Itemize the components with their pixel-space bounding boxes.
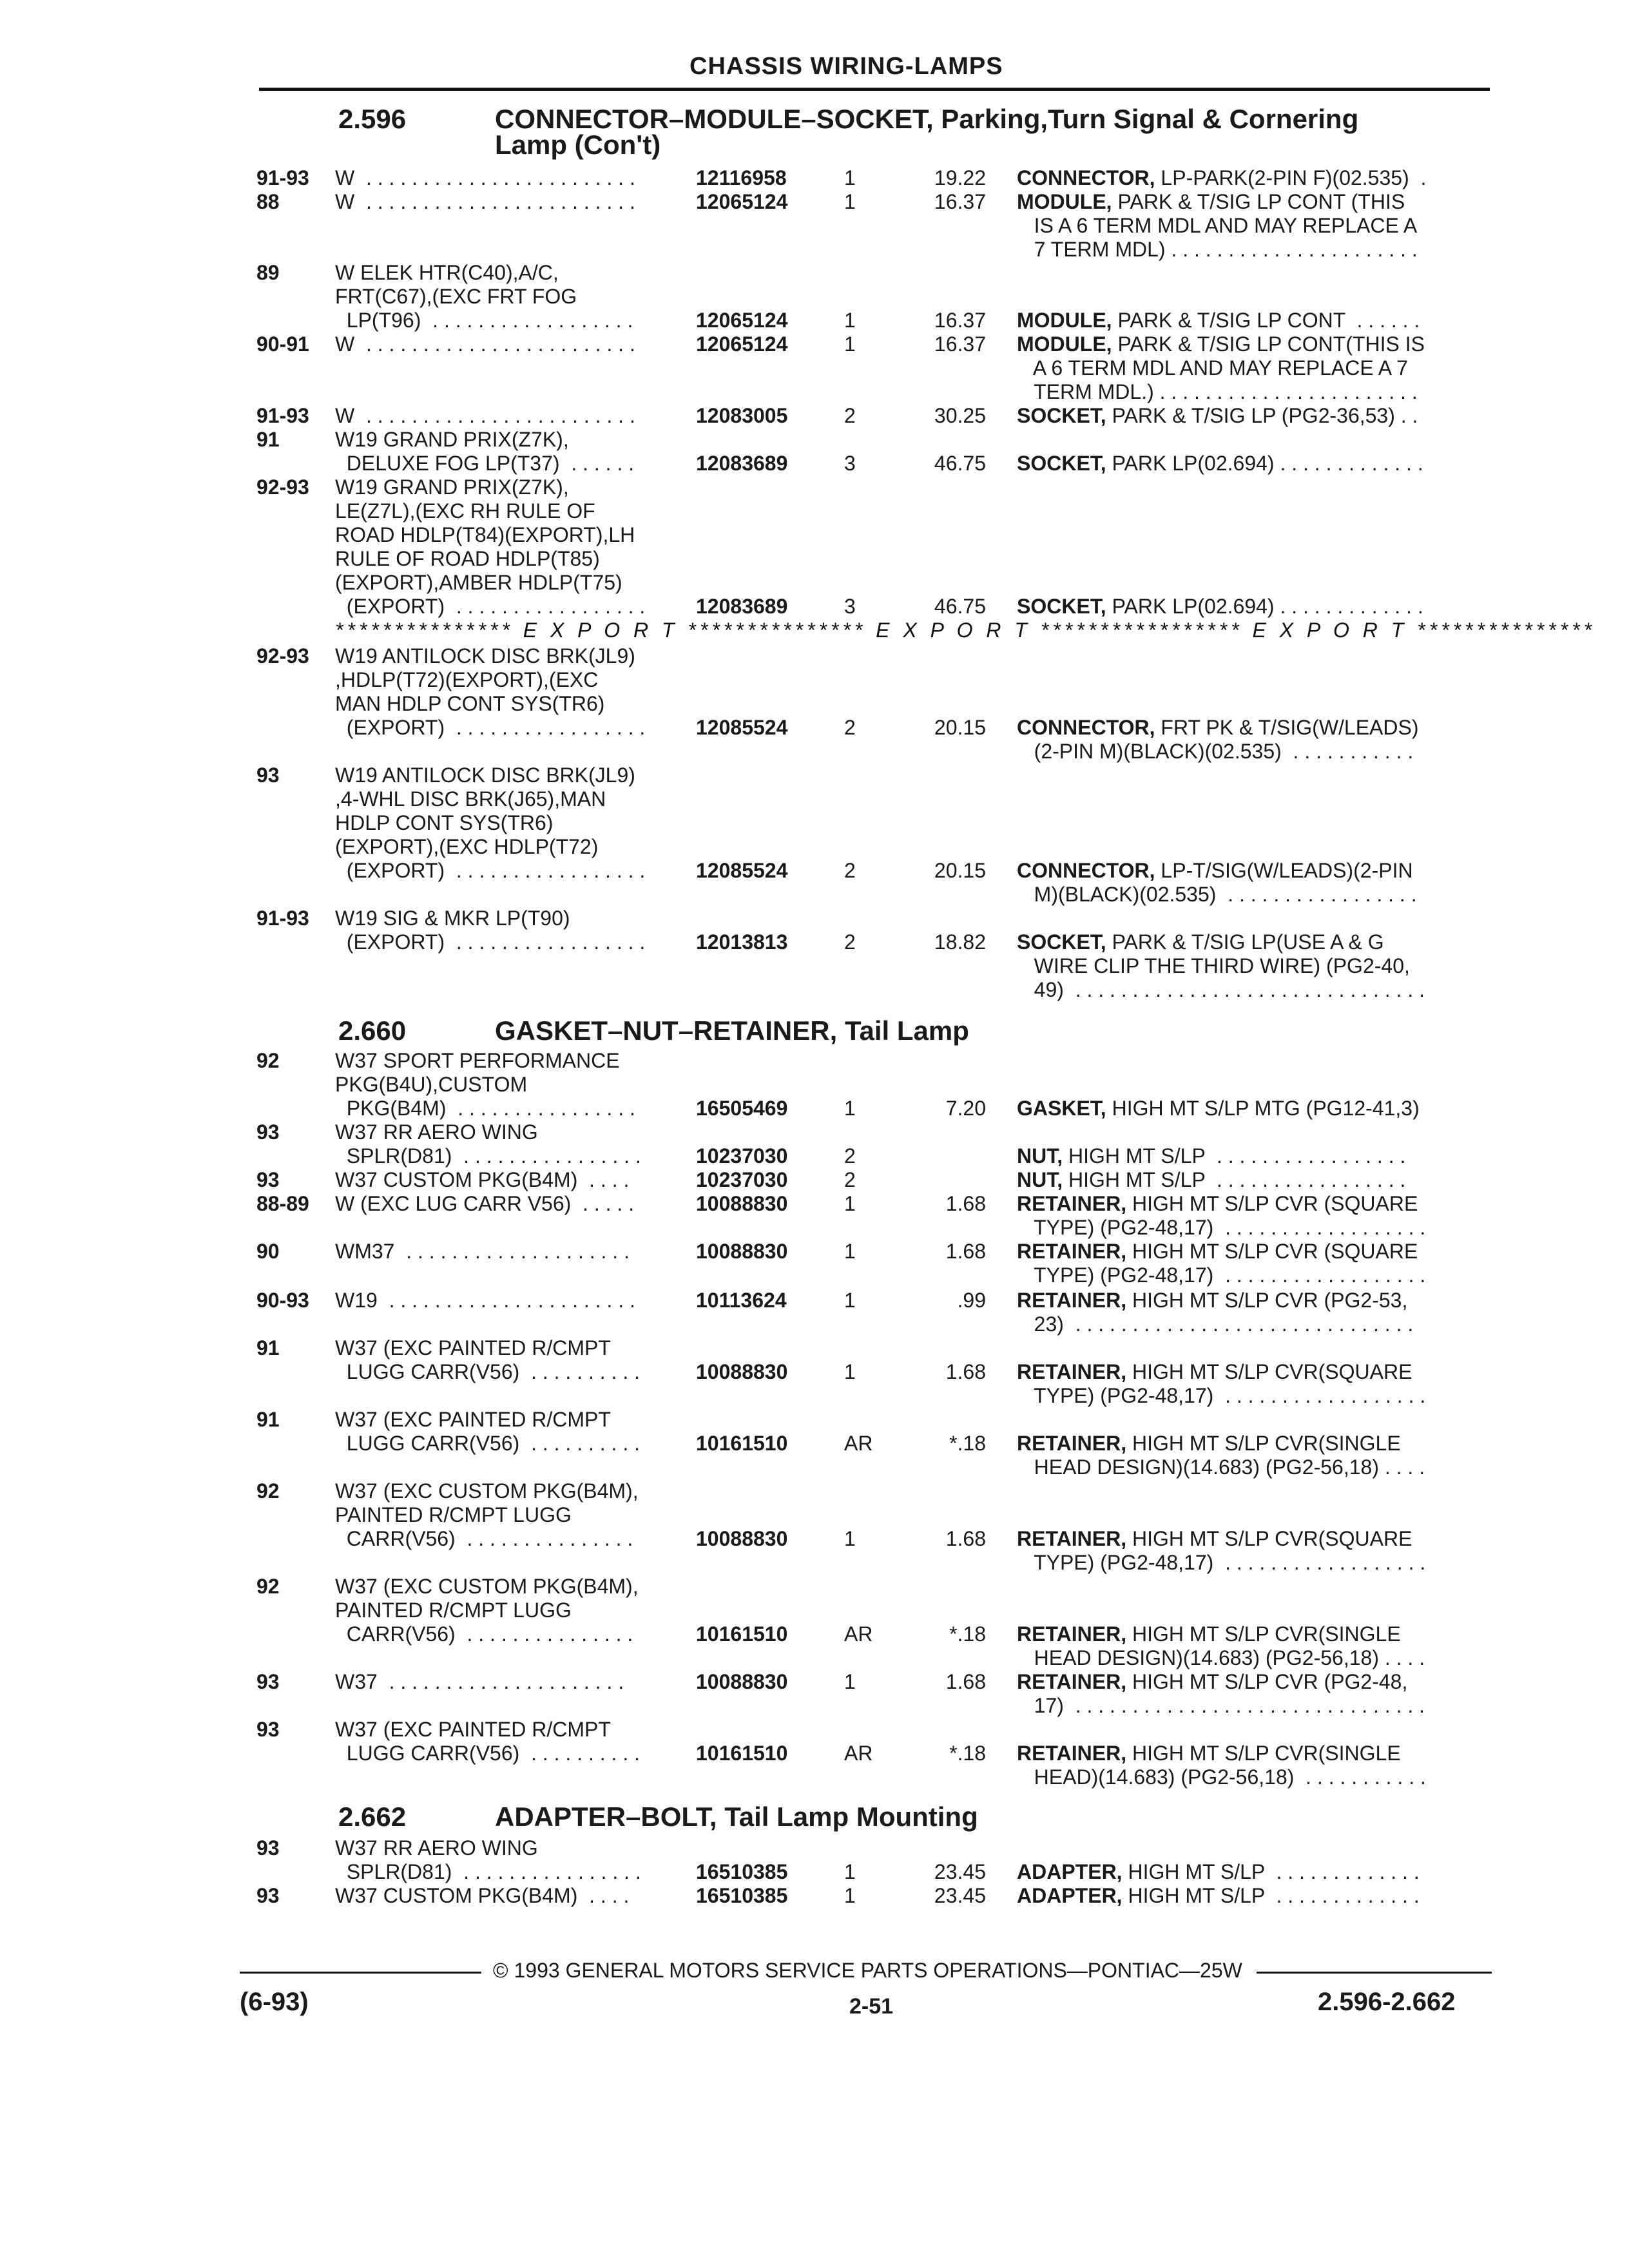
model-year: 92-93 bbox=[256, 644, 309, 668]
model-year: 93 bbox=[256, 1670, 280, 1693]
model-year: 88-89 bbox=[256, 1192, 309, 1215]
footer-rule-right bbox=[1257, 1972, 1492, 1974]
part-number: 10113624 bbox=[696, 1289, 787, 1312]
price: 23.45 bbox=[934, 1884, 986, 1907]
application: W37 (EXC PAINTED R/CMPT LUGG CARR(V56) . . . . . . . . . . bbox=[335, 1336, 640, 1383]
description-text: PARK LP(02.694) . . . . . . . . . . . . . bbox=[1106, 595, 1423, 618]
application: WM37 . . . . . . . . . . . . . . . . . . . . bbox=[335, 1240, 630, 1263]
price: 20.15 bbox=[934, 716, 986, 739]
price: 7.20 bbox=[945, 1097, 986, 1120]
description-name: RETAINER, bbox=[1017, 1240, 1127, 1263]
model-year: 92 bbox=[256, 1479, 280, 1503]
application: W37 SPORT PERFORMANCE PKG(B4U),CUSTOM PKG(B4M) . . . . . . . . . . . . . . . . bbox=[335, 1049, 635, 1120]
model-year: 93 bbox=[256, 1836, 280, 1860]
application: W (EXC LUG CARR V56) . . . . . bbox=[335, 1192, 635, 1215]
description bbox=[1017, 1097, 1420, 1120]
description-name: MODULE, bbox=[1017, 190, 1112, 213]
application: W19 ANTILOCK DISC BRK(JL9) ,4-WHL DISC BRK(J65),MAN HDLP CONT SYS(TR6) (EXPORT),(EXC HDLP(T72) (EXPORT) . . . . . . . . . . . . . . . . . bbox=[335, 764, 646, 882]
description-text: HIGH MT S/LP CVR(SINGLE HEAD DESIGN)(14.683) (PG2-56,18) . . . . bbox=[1034, 1622, 1425, 1669]
description bbox=[1017, 190, 1418, 262]
description-text: HIGH MT S/LP . . . . . . . . . . . . . . . . . bbox=[1063, 1168, 1406, 1191]
part-number: 10237030 bbox=[696, 1168, 788, 1191]
export-banner: *************** E X P O R T *************** E X P O R T ***************** E X P O R T *************** bbox=[335, 619, 1595, 642]
model-year: 93 bbox=[256, 1718, 280, 1741]
description-name: RETAINER, bbox=[1017, 1670, 1127, 1693]
part-number: 10088830 bbox=[696, 1360, 788, 1383]
quantity: 1 bbox=[844, 1860, 856, 1883]
description-name: GASKET, bbox=[1017, 1097, 1106, 1120]
description-name: RETAINER, bbox=[1017, 1289, 1127, 1312]
section-number: 2.662 bbox=[338, 1802, 407, 1832]
description-name: NUT, bbox=[1017, 1144, 1063, 1168]
description-text: HIGH MT S/LP . . . . . . . . . . . . . . . . . bbox=[1063, 1144, 1406, 1168]
model-year: 91 bbox=[256, 1408, 280, 1431]
description-text: PARK LP(02.694) . . . . . . . . . . . . . bbox=[1106, 452, 1423, 475]
description-name: RETAINER, bbox=[1017, 1527, 1127, 1550]
application: W37 RR AERO WING SPLR(D81) . . . . . . . . . . . . . . . . bbox=[335, 1120, 641, 1168]
part-number: 10088830 bbox=[696, 1192, 788, 1215]
quantity: 2 bbox=[844, 1168, 856, 1191]
price: .99 bbox=[957, 1289, 986, 1312]
part-number: 12083689 bbox=[696, 452, 788, 475]
price: 1.68 bbox=[945, 1192, 986, 1215]
model-year: 90-91 bbox=[256, 332, 309, 356]
price: 1.68 bbox=[945, 1240, 986, 1263]
section-header-2596 bbox=[338, 106, 1563, 164]
description-text: PARK & T/SIG LP CONT(THIS IS A 6 TERM MDL AND MAY REPLACE A 7 TERM MDL.) . . . . . . . . . . . . . . . . . . . . . . . bbox=[1032, 332, 1425, 403]
price: 46.75 bbox=[934, 452, 986, 475]
description bbox=[1017, 1884, 1420, 1908]
description-text: HIGH MT S/LP CVR(SINGLE HEAD)(14.683) (PG2-56,18) . . . . . . . . . . . bbox=[1034, 1742, 1426, 1789]
application: W37 (EXC CUSTOM PKG(B4M), PAINTED R/CMPT LUGG CARR(V56) . . . . . . . . . . . . . . . bbox=[335, 1479, 639, 1550]
description-name: RETAINER, bbox=[1017, 1742, 1127, 1765]
price: 16.37 bbox=[934, 332, 986, 356]
quantity: 1 bbox=[844, 1289, 856, 1312]
quantity: 3 bbox=[844, 595, 856, 618]
quantity: 2 bbox=[844, 404, 856, 427]
application: W37 (EXC CUSTOM PKG(B4M), PAINTED R/CMPT LUGG CARR(V56) . . . . . . . . . . . . . . . bbox=[335, 1575, 639, 1646]
section-header-2660 bbox=[338, 1015, 1563, 1047]
section-title: ADAPTER–BOLT, Tail Lamp Mounting bbox=[495, 1802, 978, 1832]
part-number: 12065124 bbox=[696, 309, 788, 332]
model-year: 91-93 bbox=[256, 404, 309, 427]
section-header-2662 bbox=[338, 1804, 1563, 1833]
application: W . . . . . . . . . . . . . . . . . . . . . . . . bbox=[335, 190, 635, 213]
model-year: 92 bbox=[256, 1575, 280, 1598]
part-number: 10237030 bbox=[696, 1144, 788, 1168]
price: 20.15 bbox=[934, 859, 986, 882]
quantity: AR bbox=[844, 1432, 873, 1455]
part-number: 10161510 bbox=[696, 1432, 788, 1455]
description-text: HIGH MT S/LP CVR(SINGLE HEAD DESIGN)(14.683) (PG2-56,18) . . . . bbox=[1034, 1432, 1425, 1479]
price: 16.37 bbox=[934, 190, 986, 213]
section-title: GASKET–NUT–RETAINER, Tail Lamp bbox=[495, 1015, 969, 1046]
description bbox=[1017, 595, 1423, 619]
application: W37 . . . . . . . . . . . . . . . . . . . . . bbox=[335, 1670, 624, 1693]
page-title: CHASSIS WIRING-LAMPS bbox=[689, 53, 1003, 80]
description bbox=[1017, 1289, 1413, 1336]
description bbox=[1017, 1527, 1425, 1575]
description-name: MODULE, bbox=[1017, 332, 1112, 356]
part-number: 12065124 bbox=[696, 190, 788, 213]
application: W19 GRAND PRIX(Z7K), LE(Z7L),(EXC RH RULE OF ROAD HDLP(T84)(EXPORT),LH RULE OF ROAD HDLP(T85) (EXPORT),AMBER HDLP(T75) (EXPORT) . . . . . . . . . . . . . . . . . bbox=[335, 476, 646, 618]
description-name: MODULE, bbox=[1017, 309, 1112, 332]
description-text: LP-PARK(2-PIN F)(02.535) . bbox=[1155, 166, 1427, 189]
application: W19 GRAND PRIX(Z7K), DELUXE FOG LP(T37) . . . . . . bbox=[335, 428, 635, 475]
model-year: 91-93 bbox=[256, 166, 309, 189]
description bbox=[1017, 404, 1418, 428]
model-year: 92-93 bbox=[256, 476, 309, 499]
description-text: HIGH MT S/LP MTG (PG12-41,3) bbox=[1106, 1097, 1420, 1120]
section-number: 2.660 bbox=[338, 1015, 407, 1046]
page-number: 2-51 bbox=[849, 1994, 894, 2019]
price: *.18 bbox=[949, 1742, 986, 1765]
description bbox=[1017, 1432, 1425, 1479]
part-number: 12065124 bbox=[696, 332, 788, 356]
description-text: HIGH MT S/LP CVR (SQUARE TYPE) (PG2-48,17) . . . . . . . . . . . . . . . . . . bbox=[1034, 1192, 1426, 1239]
quantity: 1 bbox=[844, 1360, 856, 1383]
application: W19 . . . . . . . . . . . . . . . . . . . . . . bbox=[335, 1289, 635, 1312]
footer-rule-left bbox=[240, 1972, 481, 1974]
price: 23.45 bbox=[934, 1860, 986, 1883]
section-range: 2.596-2.662 bbox=[1318, 1988, 1456, 2016]
description bbox=[1017, 452, 1423, 476]
part-number: 12085524 bbox=[696, 859, 788, 882]
part-number: 12013813 bbox=[696, 930, 788, 954]
description bbox=[1017, 1860, 1420, 1884]
quantity: 1 bbox=[844, 1670, 856, 1693]
part-number: 10161510 bbox=[696, 1622, 788, 1646]
quantity: 3 bbox=[844, 452, 856, 475]
description bbox=[1017, 1742, 1426, 1789]
description-name: CONNECTOR, bbox=[1017, 859, 1155, 882]
quantity: 1 bbox=[844, 1192, 856, 1215]
part-number: 10161510 bbox=[696, 1742, 788, 1765]
application: W . . . . . . . . . . . . . . . . . . . . . . . . bbox=[335, 404, 635, 427]
description-text: HIGH MT S/LP CVR (SQUARE TYPE) (PG2-48,17) . . . . . . . . . . . . . . . . . . bbox=[1034, 1240, 1426, 1287]
quantity: 2 bbox=[844, 859, 856, 882]
description bbox=[1017, 859, 1417, 907]
description-text: HIGH MT S/LP CVR(SQUARE TYPE) (PG2-48,17) . . . . . . . . . . . . . . . . . . bbox=[1034, 1527, 1426, 1574]
quantity: 1 bbox=[844, 309, 856, 332]
part-number: 16510385 bbox=[696, 1860, 788, 1883]
section-title: CONNECTOR–MODULE–SOCKET, Parking,Turn Signal & Cornering bbox=[495, 104, 1359, 134]
model-year: 93 bbox=[256, 764, 280, 787]
application: W19 SIG & MKR LP(T90) (EXPORT) . . . . . . . . . . . . . . . . . bbox=[335, 907, 646, 954]
application: W37 CUSTOM PKG(B4M) . . . . bbox=[335, 1168, 630, 1191]
quantity: 1 bbox=[844, 190, 856, 213]
description-name: SOCKET, bbox=[1017, 595, 1106, 618]
description bbox=[1017, 166, 1426, 190]
description bbox=[1017, 1360, 1425, 1408]
description-name: RETAINER, bbox=[1017, 1192, 1127, 1215]
description-text: LP-T/SIG(W/LEADS)(2-PIN M)(BLACK)(02.535) . . . . . . . . . . . . . . . . . bbox=[1034, 859, 1417, 906]
description-text: HIGH MT S/LP . . . . . . . . . . . . . bbox=[1122, 1884, 1420, 1907]
header-rule bbox=[259, 88, 1490, 91]
description bbox=[1017, 309, 1420, 332]
part-number: 12083689 bbox=[696, 595, 788, 618]
price: 1.68 bbox=[945, 1360, 986, 1383]
description bbox=[1017, 716, 1419, 764]
description-name: CONNECTOR, bbox=[1017, 166, 1155, 189]
description-name: RETAINER, bbox=[1017, 1432, 1127, 1455]
description-text: PARK & T/SIG LP(USE A & G WIRE CLIP THE THIRD WIRE) (PG2-40, 49) . . . . . . . . . . . . . . . . . . . . . . . . . . . . . . . bbox=[1034, 930, 1425, 1001]
model-year: 91 bbox=[256, 428, 280, 451]
description-name: ADAPTER, bbox=[1017, 1860, 1123, 1883]
description-name: RETAINER, bbox=[1017, 1360, 1127, 1383]
description bbox=[1017, 1240, 1425, 1287]
model-year: 93 bbox=[256, 1168, 280, 1191]
description-text: HIGH MT S/LP . . . . . . . . . . . . . bbox=[1122, 1860, 1420, 1883]
quantity: 1 bbox=[844, 1097, 856, 1120]
model-year: 88 bbox=[256, 190, 280, 213]
quantity: 2 bbox=[844, 930, 856, 954]
application: W19 ANTILOCK DISC BRK(JL9) ,HDLP(T72)(EXPORT),(EXC MAN HDLP CONT SYS(TR6) (EXPORT) . . . . . . . . . . . . . . . . . bbox=[335, 644, 646, 739]
part-number: 12085524 bbox=[696, 716, 788, 739]
description-name: NUT, bbox=[1017, 1168, 1063, 1191]
part-number: 12116958 bbox=[696, 166, 787, 189]
description-text: PARK & T/SIG LP CONT (THIS IS A 6 TERM MDL AND MAY REPLACE A 7 TERM MDL) . . . . . . . . . . . . . . . . . . . . . . bbox=[1034, 190, 1418, 261]
description-name: ADAPTER, bbox=[1017, 1884, 1123, 1907]
description bbox=[1017, 332, 1425, 404]
description-text: PARK & T/SIG LP CONT . . . . . . bbox=[1112, 309, 1420, 332]
quantity: 2 bbox=[844, 716, 856, 739]
quantity: AR bbox=[844, 1622, 873, 1646]
quantity: 1 bbox=[844, 1240, 856, 1263]
model-year: 90-93 bbox=[256, 1289, 309, 1312]
price: 19.22 bbox=[934, 166, 986, 189]
part-number: 10088830 bbox=[696, 1527, 788, 1550]
model-year: 93 bbox=[256, 1884, 280, 1907]
quantity: 2 bbox=[844, 1144, 856, 1168]
description bbox=[1017, 930, 1425, 1002]
part-number: 10088830 bbox=[696, 1240, 788, 1263]
description-name: SOCKET, bbox=[1017, 404, 1106, 427]
part-number: 10088830 bbox=[696, 1670, 788, 1693]
model-year: 91-93 bbox=[256, 907, 309, 930]
application: W37 (EXC PAINTED R/CMPT LUGG CARR(V56) . . . . . . . . . . bbox=[335, 1408, 640, 1455]
model-year: 91 bbox=[256, 1336, 280, 1360]
description-name: SOCKET, bbox=[1017, 452, 1106, 475]
model-year: 93 bbox=[256, 1120, 280, 1144]
price: 16.37 bbox=[934, 309, 986, 332]
price: 18.82 bbox=[934, 930, 986, 954]
model-year: 92 bbox=[256, 1049, 280, 1072]
description-name: CONNECTOR, bbox=[1017, 716, 1155, 739]
copyright-notice: © 1993 GENERAL MOTORS SERVICE PARTS OPERATIONS—PONTIAC—25W bbox=[493, 1959, 1242, 1982]
part-number: 16510385 bbox=[696, 1884, 788, 1907]
application: W . . . . . . . . . . . . . . . . . . . . . . . . bbox=[335, 166, 635, 189]
price: *.18 bbox=[949, 1432, 986, 1455]
application: W37 RR AERO WING SPLR(D81) . . . . . . . . . . . . . . . . bbox=[335, 1836, 641, 1883]
price: *.18 bbox=[949, 1622, 986, 1646]
description bbox=[1017, 1192, 1425, 1240]
quantity: 1 bbox=[844, 166, 856, 189]
part-number: 16505469 bbox=[696, 1097, 788, 1120]
description-text: FRT PK & T/SIG(W/LEADS) (2-PIN M)(BLACK)(02.535) . . . . . . . . . . . bbox=[1034, 716, 1419, 763]
description-name: SOCKET, bbox=[1017, 930, 1106, 954]
quantity: 1 bbox=[844, 1527, 856, 1550]
application: W . . . . . . . . . . . . . . . . . . . . . . . . bbox=[335, 332, 635, 356]
description bbox=[1017, 1144, 1405, 1168]
quantity: AR bbox=[844, 1742, 873, 1765]
price: 1.68 bbox=[945, 1670, 986, 1693]
price: 30.25 bbox=[934, 404, 986, 427]
description-text: HIGH MT S/LP CVR (PG2-48, 17) . . . . . . . . . . . . . . . . . . . . . . . . . . . . . . . bbox=[1034, 1670, 1425, 1717]
description-text: HIGH MT S/LP CVR (PG2-53, 23) . . . . . . . . . . . . . . . . . . . . . . . . . . . . . . bbox=[1034, 1289, 1414, 1336]
description bbox=[1017, 1670, 1425, 1718]
description bbox=[1017, 1622, 1425, 1670]
description-name: RETAINER, bbox=[1017, 1622, 1127, 1646]
price: 1.68 bbox=[945, 1527, 986, 1550]
description-text: PARK & T/SIG LP (PG2-36,53) . . bbox=[1106, 404, 1418, 427]
date-code: (6-93) bbox=[240, 1988, 309, 2016]
section-number: 2.596 bbox=[338, 104, 407, 134]
application: W37 CUSTOM PKG(B4M) . . . . bbox=[335, 1884, 630, 1907]
quantity: 1 bbox=[844, 1884, 856, 1907]
application: W37 (EXC PAINTED R/CMPT LUGG CARR(V56) . . . . . . . . . . bbox=[335, 1718, 640, 1765]
application: W ELEK HTR(C40),A/C, FRT(C67),(EXC FRT FOG LP(T96) . . . . . . . . . . . . . . . . . . bbox=[335, 261, 633, 332]
description bbox=[1017, 1168, 1405, 1192]
quantity: 1 bbox=[844, 332, 856, 356]
description-text: HIGH MT S/LP CVR(SQUARE TYPE) (PG2-48,17) . . . . . . . . . . . . . . . . . . bbox=[1034, 1360, 1426, 1407]
price: 46.75 bbox=[934, 595, 986, 618]
part-number: 12083005 bbox=[696, 404, 788, 427]
model-year: 89 bbox=[256, 261, 280, 284]
model-year: 90 bbox=[256, 1240, 280, 1263]
section-subtitle: Lamp (Con't) bbox=[495, 130, 661, 160]
